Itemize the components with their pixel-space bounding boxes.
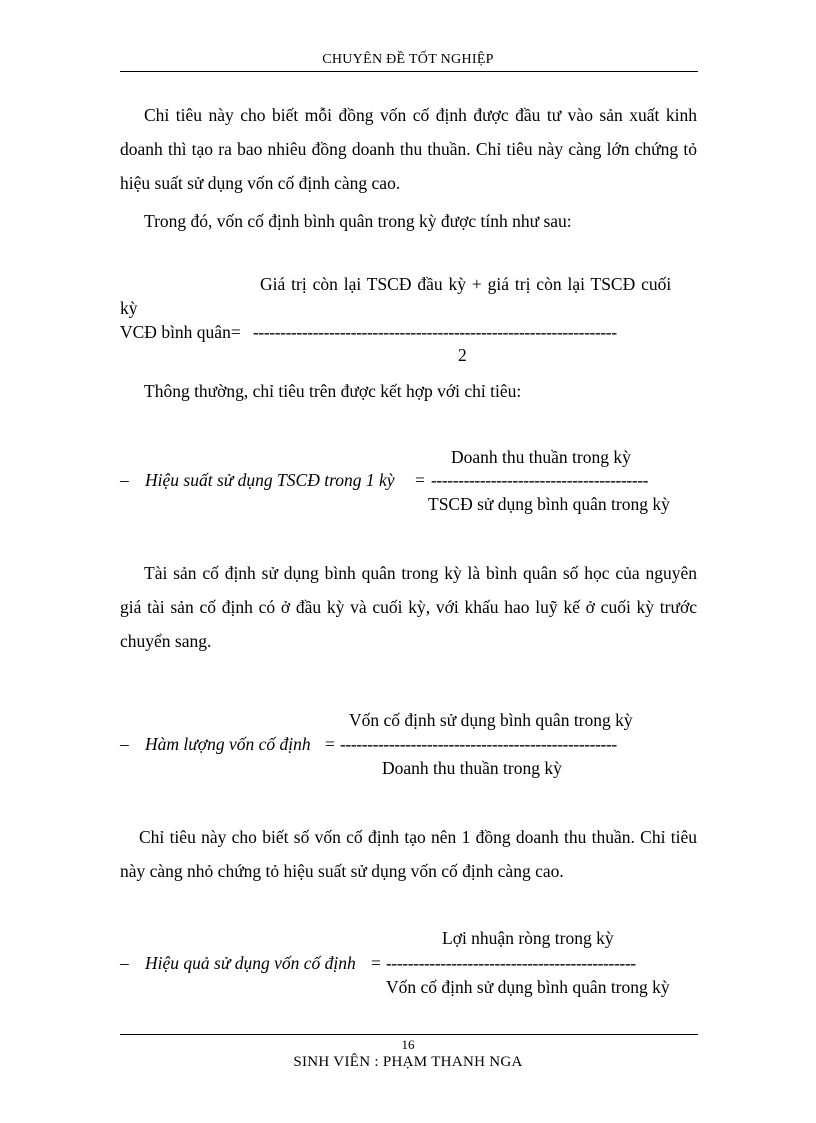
paragraph-efficiency-meaning: Chỉ tiêu này cho biết mỗi đồng vốn cố định được đầu tư vào sản xuất kinh doanh thì tạo ra bao nhiêu đồng doanh thu thuần. Chỉ tiêu này càng lớn chứng tỏ hiệu suất sử dụng vốn cố định càng cao. bbox=[120, 105, 697, 193]
formula-numerator: Lợi nhuận ròng trong kỳ bbox=[442, 928, 614, 948]
page-number: 16 bbox=[401, 1037, 415, 1052]
formula-label: Hiệu suất sử dụng TSCĐ trong 1 kỳ bbox=[145, 470, 395, 490]
formula-equals: = bbox=[415, 470, 425, 490]
formula-denominator: Vốn cố định sử dụng bình quân trong kỳ bbox=[386, 977, 670, 997]
formula-bullet: – bbox=[120, 470, 129, 490]
page-header-title: CHUYÊN ĐỀ TỐT NGHIỆP bbox=[322, 52, 494, 67]
paragraph-average-fixed-asset: Tài sản cố định sử dụng bình quân trong kỳ là bình quân số học của nguyên giá tài sản cố định có ở đầu kỳ và cuối kỳ, với khấu hao luỹ kế ở cuối kỳ trước chuyển sang. bbox=[120, 563, 697, 651]
paragraph-combined-indicator: Thông thường, chỉ tiêu trên được kết hợp với chỉ tiêu: bbox=[144, 381, 522, 401]
formula-numerator: Doanh thu thuần trong kỳ bbox=[451, 447, 631, 467]
formula-equals: = bbox=[371, 953, 381, 973]
formula-denominator: 2 bbox=[458, 345, 467, 365]
formula-label: VCĐ bình quân= bbox=[120, 322, 241, 342]
paragraph-average-capital-intro: Trong đó, vốn cố định bình quân trong kỳ được tính như sau: bbox=[144, 211, 572, 231]
formula-label: Hiệu quả sử dụng vốn cố định bbox=[145, 953, 356, 973]
footer-author: SINH VIÊN : PHẠM THANH NGA bbox=[293, 1054, 523, 1070]
formula-numerator-wrap: kỳ bbox=[120, 298, 138, 318]
fraction-bar: ------------------------------------------------------------------- bbox=[253, 322, 617, 342]
formula-bullet: – bbox=[120, 953, 129, 973]
formula-bullet: – bbox=[120, 734, 129, 754]
paragraph-capital-intensity-meaning: Chỉ tiêu này cho biết số vốn cố định tạo nên 1 đồng doanh thu thuần. Chỉ tiêu này càng nhỏ chứng tỏ hiệu suất sử dụng vốn cố định càng cao. bbox=[120, 827, 697, 881]
header-rule bbox=[120, 71, 698, 72]
formula-denominator: TSCĐ sử dụng bình quân trong kỳ bbox=[428, 494, 670, 514]
formula-numerator: Giá trị còn lại TSCĐ đầu kỳ + giá trị còn lại TSCĐ cuối bbox=[260, 274, 672, 294]
formula-numerator: Vốn cố định sử dụng bình quân trong kỳ bbox=[349, 710, 633, 730]
fraction-bar: ---------------------------------------- bbox=[431, 470, 649, 490]
formula-label: Hàm lượng vốn cố định bbox=[145, 734, 311, 754]
fraction-bar: ---------------------------------------------- bbox=[386, 953, 636, 973]
formula-equals: = bbox=[325, 734, 335, 754]
fraction-bar: --------------------------------------------------- bbox=[340, 734, 617, 754]
footer-rule bbox=[120, 1034, 698, 1035]
formula-denominator: Doanh thu thuần trong kỳ bbox=[382, 758, 562, 778]
